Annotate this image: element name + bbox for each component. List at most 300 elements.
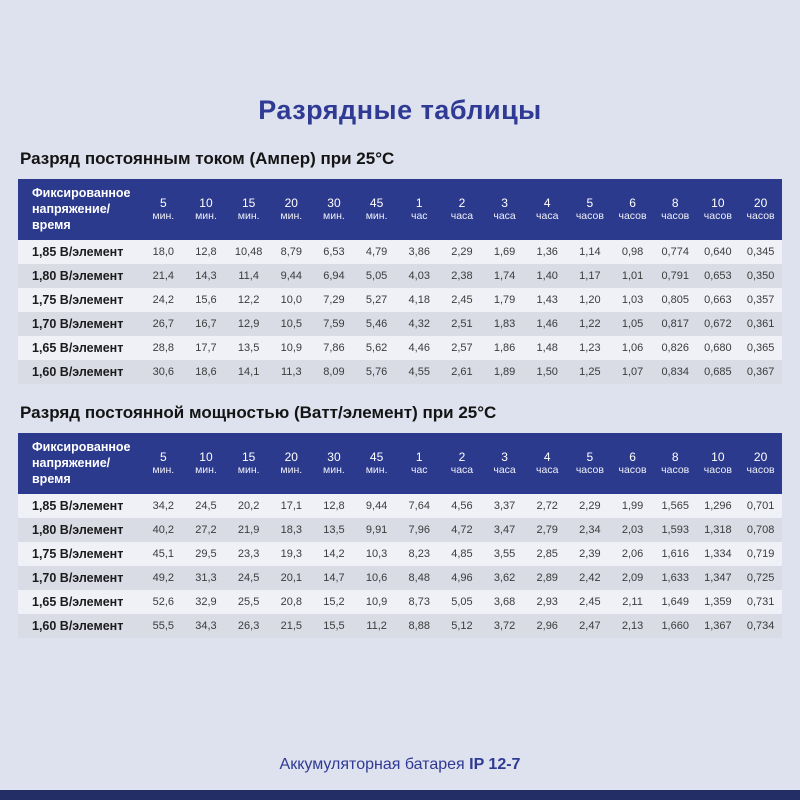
value-cell: 1,17 bbox=[579, 270, 601, 282]
value-cell: 14,7 bbox=[323, 572, 345, 584]
value-cell: 2,79 bbox=[536, 524, 558, 536]
discharge-power-table bbox=[18, 433, 782, 638]
value-cell: 15,5 bbox=[323, 620, 345, 632]
value-cell: 2,57 bbox=[451, 342, 473, 354]
value-cell: 13,5 bbox=[237, 342, 260, 354]
time-column-header bbox=[355, 433, 398, 494]
time-unit: мин. bbox=[365, 209, 388, 222]
value-cell: 2,51 bbox=[451, 318, 473, 330]
time-unit: мин. bbox=[280, 463, 303, 476]
value-cell: 32,9 bbox=[195, 596, 217, 608]
value-cell: 14,3 bbox=[195, 270, 217, 282]
value-cell: 1,07 bbox=[621, 366, 644, 378]
time-unit: часов bbox=[703, 209, 732, 222]
time-value: 4 bbox=[543, 449, 551, 464]
value-cell: 24,5 bbox=[195, 500, 217, 512]
time-unit: часа bbox=[450, 463, 474, 476]
time-column-header bbox=[483, 433, 526, 494]
value-cell: 0,361 bbox=[746, 318, 775, 330]
value-cell: 0,725 bbox=[746, 572, 775, 584]
time-unit: часов bbox=[661, 463, 690, 476]
row-label: 1,80 В/элемент bbox=[32, 269, 124, 283]
time-value: 6 bbox=[629, 449, 636, 464]
value-cell: 9,44 bbox=[365, 500, 388, 512]
table-row bbox=[18, 336, 782, 360]
row-label: 1,70 В/элемент bbox=[32, 571, 124, 585]
time-unit: мин. bbox=[323, 209, 345, 222]
value-cell: 17,1 bbox=[280, 500, 302, 512]
value-cell: 2,85 bbox=[536, 548, 558, 560]
value-cell: 4,03 bbox=[408, 270, 430, 282]
value-cell: 2,38 bbox=[451, 270, 473, 282]
value-cell: 9,91 bbox=[365, 524, 388, 536]
value-cell: 26,7 bbox=[152, 318, 175, 330]
value-cell: 1,318 bbox=[704, 524, 732, 536]
time-unit: мин. bbox=[323, 463, 345, 476]
time-column-header bbox=[441, 433, 484, 494]
value-cell: 2,47 bbox=[579, 620, 601, 632]
time-value: 2 bbox=[458, 449, 466, 464]
value-cell: 5,05 bbox=[451, 596, 473, 608]
value-cell: 3,37 bbox=[493, 500, 516, 512]
time-unit: мин. bbox=[280, 209, 303, 222]
value-cell: 0,731 bbox=[746, 596, 775, 608]
time-value: 10 bbox=[711, 195, 725, 210]
value-cell: 0,345 bbox=[746, 246, 775, 258]
time-column-header bbox=[270, 179, 313, 240]
time-value: 45 bbox=[369, 449, 384, 464]
value-cell: 21,5 bbox=[280, 620, 302, 632]
value-cell: 10,9 bbox=[365, 596, 388, 608]
value-cell: 0,672 bbox=[704, 318, 732, 330]
value-cell: 10,5 bbox=[280, 318, 302, 330]
value-cell: 8,79 bbox=[280, 246, 302, 258]
value-cell: 1,359 bbox=[704, 596, 732, 608]
value-cell: 18,6 bbox=[195, 366, 217, 378]
value-cell: 1,05 bbox=[621, 318, 644, 330]
time-value: 10 bbox=[199, 195, 213, 210]
row-label: 1,60 В/элемент bbox=[32, 619, 124, 633]
time-unit: мин. bbox=[237, 209, 260, 222]
table-row bbox=[18, 360, 782, 384]
value-cell: 2,96 bbox=[536, 620, 558, 632]
value-cell: 1,649 bbox=[661, 596, 689, 608]
value-cell: 0,817 bbox=[661, 318, 689, 330]
value-cell: 0,701 bbox=[746, 500, 775, 512]
value-cell: 2,06 bbox=[621, 548, 644, 560]
value-cell: 2,93 bbox=[536, 596, 558, 608]
value-cell: 14,2 bbox=[323, 548, 345, 560]
value-cell: 5,76 bbox=[365, 366, 388, 378]
time-value: 10 bbox=[711, 449, 725, 464]
table-header-row bbox=[18, 433, 782, 494]
value-cell: 1,22 bbox=[579, 318, 601, 330]
time-value: 3 bbox=[501, 449, 508, 464]
table-row bbox=[18, 542, 782, 566]
value-cell: 8,73 bbox=[408, 596, 430, 608]
time-value: 15 bbox=[241, 195, 256, 210]
time-unit: час bbox=[410, 209, 428, 222]
time-column-header bbox=[355, 179, 398, 240]
value-cell: 10,48 bbox=[234, 246, 263, 258]
value-cell: 34,3 bbox=[195, 620, 217, 632]
value-cell: 21,9 bbox=[237, 524, 260, 536]
value-cell: 14,1 bbox=[237, 366, 260, 378]
value-cell: 2,34 bbox=[579, 524, 601, 536]
footer-caption bbox=[0, 756, 800, 774]
value-cell: 1,593 bbox=[661, 524, 689, 536]
value-cell: 1,23 bbox=[579, 342, 601, 354]
value-cell: 15,6 bbox=[195, 294, 217, 306]
time-column-header bbox=[569, 179, 612, 240]
row-label: 1,80 В/элемент bbox=[32, 523, 124, 537]
value-cell: 8,48 bbox=[408, 572, 430, 584]
value-cell: 30,6 bbox=[152, 366, 175, 378]
time-column-header bbox=[739, 433, 782, 494]
value-cell: 5,27 bbox=[365, 294, 388, 306]
time-column-header bbox=[526, 433, 569, 494]
time-value: 15 bbox=[241, 449, 256, 464]
value-cell: 0,365 bbox=[746, 342, 775, 354]
value-cell: 0,653 bbox=[704, 270, 732, 282]
value-cell: 1,660 bbox=[661, 620, 689, 632]
value-cell: 5,46 bbox=[365, 318, 388, 330]
value-cell: 1,14 bbox=[579, 246, 601, 258]
value-cell: 0,350 bbox=[746, 270, 775, 282]
value-cell: 13,5 bbox=[323, 524, 345, 536]
value-cell: 4,55 bbox=[408, 366, 430, 378]
value-cell: 4,46 bbox=[408, 342, 430, 354]
value-cell: 4,32 bbox=[408, 318, 430, 330]
time-value: 3 bbox=[501, 195, 508, 210]
time-column-header bbox=[185, 433, 228, 494]
value-cell: 2,61 bbox=[451, 366, 473, 378]
value-cell: 2,09 bbox=[621, 572, 644, 584]
table-row bbox=[18, 312, 782, 336]
time-column-header bbox=[697, 433, 740, 494]
value-cell: 23,3 bbox=[237, 548, 260, 560]
time-column-header bbox=[313, 179, 356, 240]
row-label: 1,75 В/элемент bbox=[32, 547, 124, 561]
table-row bbox=[18, 614, 782, 638]
value-cell: 6,53 bbox=[323, 246, 345, 258]
value-cell: 20,1 bbox=[280, 572, 302, 584]
time-unit: мин. bbox=[195, 463, 217, 476]
time-column-header bbox=[227, 179, 270, 240]
time-value: 5 bbox=[159, 449, 167, 464]
value-cell: 1,01 bbox=[621, 270, 644, 282]
time-unit: мин. bbox=[152, 463, 175, 476]
value-cell: 0,791 bbox=[661, 270, 689, 282]
value-cell: 4,96 bbox=[451, 572, 473, 584]
table-row bbox=[18, 566, 782, 590]
time-unit: часов bbox=[661, 209, 690, 222]
value-cell: 11,4 bbox=[238, 270, 259, 282]
table-heading-power: Разряд постоянной мощностью (Ватт/элемент) при 25°C bbox=[20, 403, 497, 422]
row-label: 1,85 В/элемент bbox=[32, 499, 124, 513]
value-cell: 10,9 bbox=[280, 342, 302, 354]
time-column-header bbox=[185, 179, 228, 240]
table-header-row bbox=[18, 179, 782, 240]
time-value: 20 bbox=[284, 195, 298, 210]
value-cell: 34,2 bbox=[152, 500, 175, 512]
time-value: 30 bbox=[327, 449, 341, 464]
time-column-header bbox=[611, 179, 654, 240]
value-cell: 2,72 bbox=[536, 500, 558, 512]
time-unit: часа bbox=[450, 209, 474, 222]
value-cell: 0,367 bbox=[746, 366, 775, 378]
footer-text: Аккумуляторная батарея bbox=[279, 756, 465, 773]
value-cell: 1,347 bbox=[704, 572, 732, 584]
time-unit: часов bbox=[575, 463, 604, 476]
time-column-header bbox=[441, 179, 484, 240]
time-value: 8 bbox=[671, 449, 679, 464]
time-value: 4 bbox=[543, 195, 551, 210]
row-label: 1,65 В/элемент bbox=[32, 341, 124, 355]
value-cell: 40,2 bbox=[152, 524, 175, 536]
value-cell: 15,2 bbox=[323, 596, 345, 608]
value-cell: 12,8 bbox=[323, 500, 345, 512]
time-column-header bbox=[654, 433, 697, 494]
value-cell: 4,18 bbox=[408, 294, 430, 306]
value-cell: 0,826 bbox=[661, 342, 689, 354]
value-cell: 24,5 bbox=[237, 572, 260, 584]
row-label: 1,60 В/элемент bbox=[32, 365, 124, 379]
value-cell: 1,69 bbox=[493, 246, 516, 258]
value-cell: 1,633 bbox=[661, 572, 689, 584]
value-cell: 0,774 bbox=[661, 246, 689, 258]
table-row bbox=[18, 288, 782, 312]
value-cell: 3,72 bbox=[493, 620, 516, 632]
time-unit: часов bbox=[746, 463, 775, 476]
value-cell: 1,03 bbox=[621, 294, 644, 306]
time-column-header bbox=[569, 433, 612, 494]
value-cell: 27,2 bbox=[195, 524, 217, 536]
row-label: 1,65 В/элемент bbox=[32, 595, 124, 609]
time-column-header bbox=[227, 433, 270, 494]
time-unit: часов bbox=[703, 463, 732, 476]
value-cell: 4,56 bbox=[451, 500, 473, 512]
table-row bbox=[18, 494, 782, 518]
time-value: 1 bbox=[415, 195, 423, 210]
table-row bbox=[18, 518, 782, 542]
time-value: 30 bbox=[327, 195, 341, 210]
value-cell: 5,62 bbox=[365, 342, 388, 354]
value-cell: 7,96 bbox=[408, 524, 430, 536]
value-cell: 7,86 bbox=[323, 342, 345, 354]
corner-header-line1: Фиксированное bbox=[32, 440, 131, 454]
value-cell: 18,0 bbox=[152, 246, 175, 258]
value-cell: 1,74 bbox=[493, 270, 516, 282]
value-cell: 19,3 bbox=[280, 548, 302, 560]
time-value: 1 bbox=[415, 449, 423, 464]
value-cell: 1,50 bbox=[536, 366, 558, 378]
time-unit: часа bbox=[536, 463, 559, 476]
time-unit: мин. bbox=[365, 463, 388, 476]
value-cell: 2,29 bbox=[451, 246, 473, 258]
value-cell: 1,48 bbox=[536, 342, 558, 354]
value-cell: 0,708 bbox=[746, 524, 775, 536]
time-column-header bbox=[398, 179, 441, 240]
value-cell: 11,3 bbox=[281, 366, 302, 378]
time-value: 45 bbox=[369, 195, 384, 210]
table-heading-current: Разряд постоянным током (Ампер) при 25°C bbox=[20, 149, 395, 168]
value-cell: 0,98 bbox=[621, 246, 644, 258]
value-cell: 7,64 bbox=[408, 500, 430, 512]
value-cell: 3,47 bbox=[493, 524, 516, 536]
value-cell: 8,09 bbox=[323, 366, 345, 378]
value-cell: 3,86 bbox=[408, 246, 430, 258]
corner-header bbox=[18, 433, 142, 494]
time-column-header bbox=[697, 179, 740, 240]
value-cell: 10,3 bbox=[365, 548, 388, 560]
time-unit: часов bbox=[618, 463, 647, 476]
value-cell: 12,9 bbox=[237, 318, 260, 330]
time-unit: часов bbox=[618, 209, 647, 222]
value-cell: 16,7 bbox=[195, 318, 217, 330]
time-value: 8 bbox=[671, 195, 679, 210]
value-cell: 45,1 bbox=[152, 548, 175, 560]
row-label: 1,70 В/элемент bbox=[32, 317, 124, 331]
time-value: 10 bbox=[199, 449, 213, 464]
value-cell: 28,8 bbox=[152, 342, 175, 354]
value-cell: 2,42 bbox=[579, 572, 601, 584]
value-cell: 7,59 bbox=[323, 318, 345, 330]
value-cell: 1,25 bbox=[579, 366, 601, 378]
table-header bbox=[18, 433, 782, 494]
battery-model: IP 12-7 bbox=[469, 756, 521, 773]
table-header bbox=[18, 179, 782, 240]
table-row bbox=[18, 240, 782, 264]
value-cell: 3,62 bbox=[493, 572, 516, 584]
value-cell: 2,13 bbox=[621, 620, 644, 632]
value-cell: 1,86 bbox=[493, 342, 516, 354]
table-row bbox=[18, 590, 782, 614]
time-value: 20 bbox=[753, 195, 768, 210]
row-label: 1,75 В/элемент bbox=[32, 293, 124, 307]
value-cell: 1,06 bbox=[621, 342, 644, 354]
value-cell: 1,79 bbox=[493, 294, 516, 306]
value-cell: 1,99 bbox=[621, 500, 644, 512]
time-column-header bbox=[654, 179, 697, 240]
value-cell: 20,2 bbox=[237, 500, 260, 512]
value-cell: 21,4 bbox=[152, 270, 175, 282]
time-value: 5 bbox=[159, 195, 167, 210]
value-cell: 3,55 bbox=[493, 548, 516, 560]
value-cell: 1,20 bbox=[579, 294, 601, 306]
corner-header-line2: напряжение/время bbox=[32, 202, 111, 232]
bottom-accent-bar bbox=[0, 790, 800, 800]
value-cell: 2,11 bbox=[622, 596, 643, 608]
value-cell: 31,3 bbox=[195, 572, 217, 584]
value-cell: 2,89 bbox=[536, 572, 558, 584]
value-cell: 55,5 bbox=[152, 620, 175, 632]
time-unit: часов bbox=[575, 209, 604, 222]
value-cell: 52,6 bbox=[152, 596, 175, 608]
time-unit: мин. bbox=[237, 463, 260, 476]
time-unit: часов bbox=[746, 209, 775, 222]
value-cell: 1,616 bbox=[661, 548, 689, 560]
value-cell: 5,12 bbox=[451, 620, 473, 632]
value-cell: 2,39 bbox=[579, 548, 601, 560]
time-value: 5 bbox=[586, 449, 594, 464]
value-cell: 20,8 bbox=[280, 596, 302, 608]
row-label: 1,85 В/элемент bbox=[32, 245, 124, 259]
value-cell: 0,805 bbox=[661, 294, 689, 306]
time-column-header bbox=[526, 179, 569, 240]
value-cell: 1,40 bbox=[536, 270, 558, 282]
value-cell: 1,296 bbox=[704, 500, 732, 512]
value-cell: 1,83 bbox=[493, 318, 516, 330]
time-column-header bbox=[270, 433, 313, 494]
value-cell: 12,8 bbox=[195, 246, 217, 258]
value-cell: 24,2 bbox=[152, 294, 175, 306]
value-cell: 1,89 bbox=[493, 366, 516, 378]
value-cell: 2,03 bbox=[621, 524, 644, 536]
value-cell: 9,44 bbox=[280, 270, 302, 282]
time-value: 2 bbox=[458, 195, 466, 210]
time-column-header bbox=[483, 179, 526, 240]
value-cell: 3,68 bbox=[493, 596, 516, 608]
value-cell: 18,3 bbox=[280, 524, 302, 536]
corner-header-line2: напряжение/время bbox=[32, 456, 111, 486]
value-cell: 10,6 bbox=[365, 572, 388, 584]
time-unit: часа bbox=[536, 209, 559, 222]
time-unit: часа bbox=[493, 463, 516, 476]
corner-header-line1: Фиксированное bbox=[32, 186, 131, 200]
value-cell: 17,7 bbox=[195, 342, 217, 354]
corner-header bbox=[18, 179, 142, 240]
value-cell: 1,36 bbox=[536, 246, 558, 258]
value-cell: 1,46 bbox=[536, 318, 558, 330]
value-cell: 1,565 bbox=[661, 500, 689, 512]
discharge-current-table bbox=[18, 179, 782, 384]
value-cell: 4,85 bbox=[451, 548, 473, 560]
time-value: 20 bbox=[753, 449, 768, 464]
time-column-header bbox=[313, 433, 356, 494]
value-cell: 0,719 bbox=[746, 548, 775, 560]
value-cell: 11,2 bbox=[366, 620, 387, 632]
time-unit: мин. bbox=[152, 209, 175, 222]
time-column-header bbox=[398, 433, 441, 494]
table-body bbox=[18, 240, 782, 384]
time-column-header bbox=[739, 179, 782, 240]
value-cell: 49,2 bbox=[152, 572, 175, 584]
time-unit: мин. bbox=[195, 209, 217, 222]
value-cell: 0,685 bbox=[704, 366, 732, 378]
time-column-header bbox=[611, 433, 654, 494]
value-cell: 2,29 bbox=[579, 500, 601, 512]
value-cell: 7,29 bbox=[323, 294, 345, 306]
time-value: 6 bbox=[629, 195, 636, 210]
value-cell: 0,680 bbox=[704, 342, 732, 354]
value-cell: 1,334 bbox=[704, 548, 732, 560]
value-cell: 12,2 bbox=[237, 294, 260, 306]
time-column-header bbox=[142, 433, 185, 494]
page-title: Разрядные таблицы bbox=[258, 95, 542, 125]
value-cell: 8,88 bbox=[408, 620, 430, 632]
value-cell: 10,0 bbox=[280, 294, 302, 306]
value-cell: 1,367 bbox=[704, 620, 732, 632]
value-cell: 29,5 bbox=[195, 548, 217, 560]
value-cell: 0,357 bbox=[746, 294, 775, 306]
time-value: 20 bbox=[284, 449, 298, 464]
value-cell: 0,734 bbox=[746, 620, 775, 632]
value-cell: 6,94 bbox=[323, 270, 345, 282]
value-cell: 2,45 bbox=[579, 596, 601, 608]
value-cell: 8,23 bbox=[408, 548, 430, 560]
table-body bbox=[18, 494, 782, 638]
